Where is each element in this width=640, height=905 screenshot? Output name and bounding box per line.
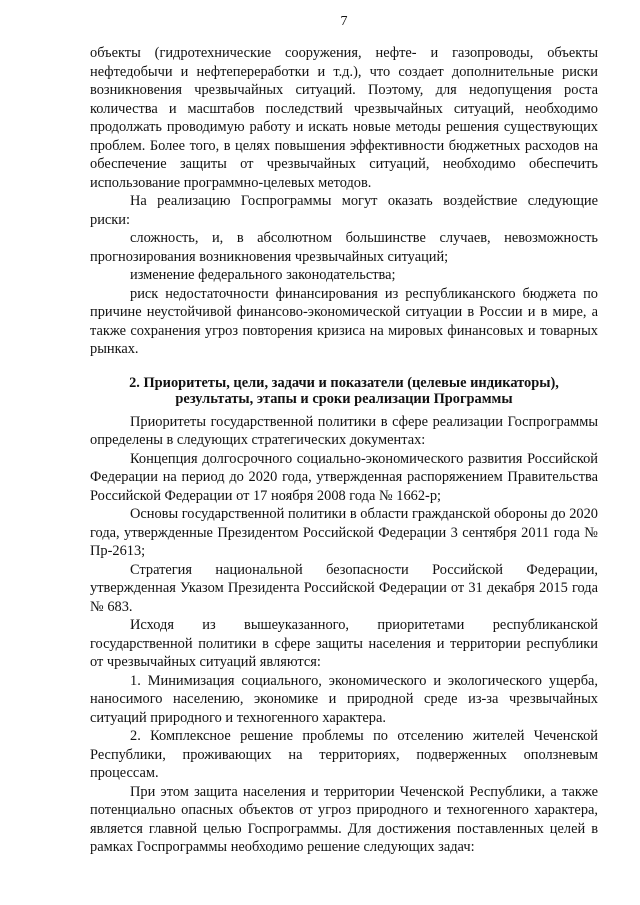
paragraph: 1. Минимизация социального, экономического и экологического ущерба, наносимого населению, экономике и природной среде из-за чрезвычайных ситуаций природного и техногенного характера. <box>90 672 598 726</box>
paragraph: Приоритеты государственной политики в сфере реализации Госпрограммы определены в следующих стратегических документах: <box>90 413 598 448</box>
paragraph: сложность, и, в абсолютном большинстве случаев, невозможность прогнозирования возникновения чрезвычайных ситуаций; <box>90 230 598 265</box>
paragraph: изменение федерального законодательства; <box>130 267 396 283</box>
paragraph: При этом защита населения и территории Чеченской Республики, а также потенциально опасных объектов от угроз природного и техногенного характера, является главной целью Госпрограммы. Для достижения поставленных целей в рамках Госпрограммы необходимо решение следующих задач: <box>90 783 598 855</box>
section-heading: 2. Приоритеты, цели, задачи и показатели (целевые индикаторы), результаты, этапы и сроки реализации Программы <box>129 374 559 407</box>
document-body <box>90 44 598 857</box>
paragraph: риск недостаточности финансирования из республиканского бюджета по причине неустойчивой финансово-экономической ситуации в России и в мире, а также сохранения угроз повторения кризиса на мировых финансовых и товарных рынках. <box>90 285 598 357</box>
paragraph: Основы государственной политики в области гражданской обороны до 2020 года, утвержденные Президентом Российской Федерации 3 сентября 2011 года № Пр-2613; <box>90 506 598 559</box>
paragraph: объекты (гидротехнические сооружения, нефте- и газопроводы, объекты нефтедобычи и нефтепереработки и т.д.), что создает дополнительные риски возникновения чрезвычайных ситуаций. Поэтому, для недопущения роста количества и масштабов последствий чрезвычайных ситуаций, необходимо продолжать проводимую работу и искать новые методы решения существующих проблем. Более того, в целях повышения эффективности бюджетных расходов на обеспечение защиты от чрезвычайных ситуаций, необходимо обеспечить использование программно-целевых методов. <box>90 45 598 191</box>
paragraph: На реализацию Госпрограммы могут оказать воздействие следующие риски: <box>90 193 598 228</box>
paragraph: 2. Комплексное решение проблемы по отселению жителей Чеченской Республики, проживающих на территориях, подверженных оползневым процессам. <box>90 728 598 781</box>
paragraph: Стратегия национальной безопасности Российской Федерации, утвержденная Указом Президента Российской Федерации от 31 декабря 2015 года № 683. <box>90 561 598 615</box>
paragraph: Исходя из вышеуказанного, приоритетами республиканской государственной политики в сфере защиты населения и территории республики от чрезвычайных ситуаций являются: <box>90 617 598 670</box>
paragraph: Концепция долгосрочного социально-экономического развития Российской Федерации на период до 2020 года, утвержденная распоряжением Правительства Российской Федерации от 17 ноября 2008 года № 1662-р; <box>90 450 598 504</box>
page-number: 7 <box>340 14 348 29</box>
